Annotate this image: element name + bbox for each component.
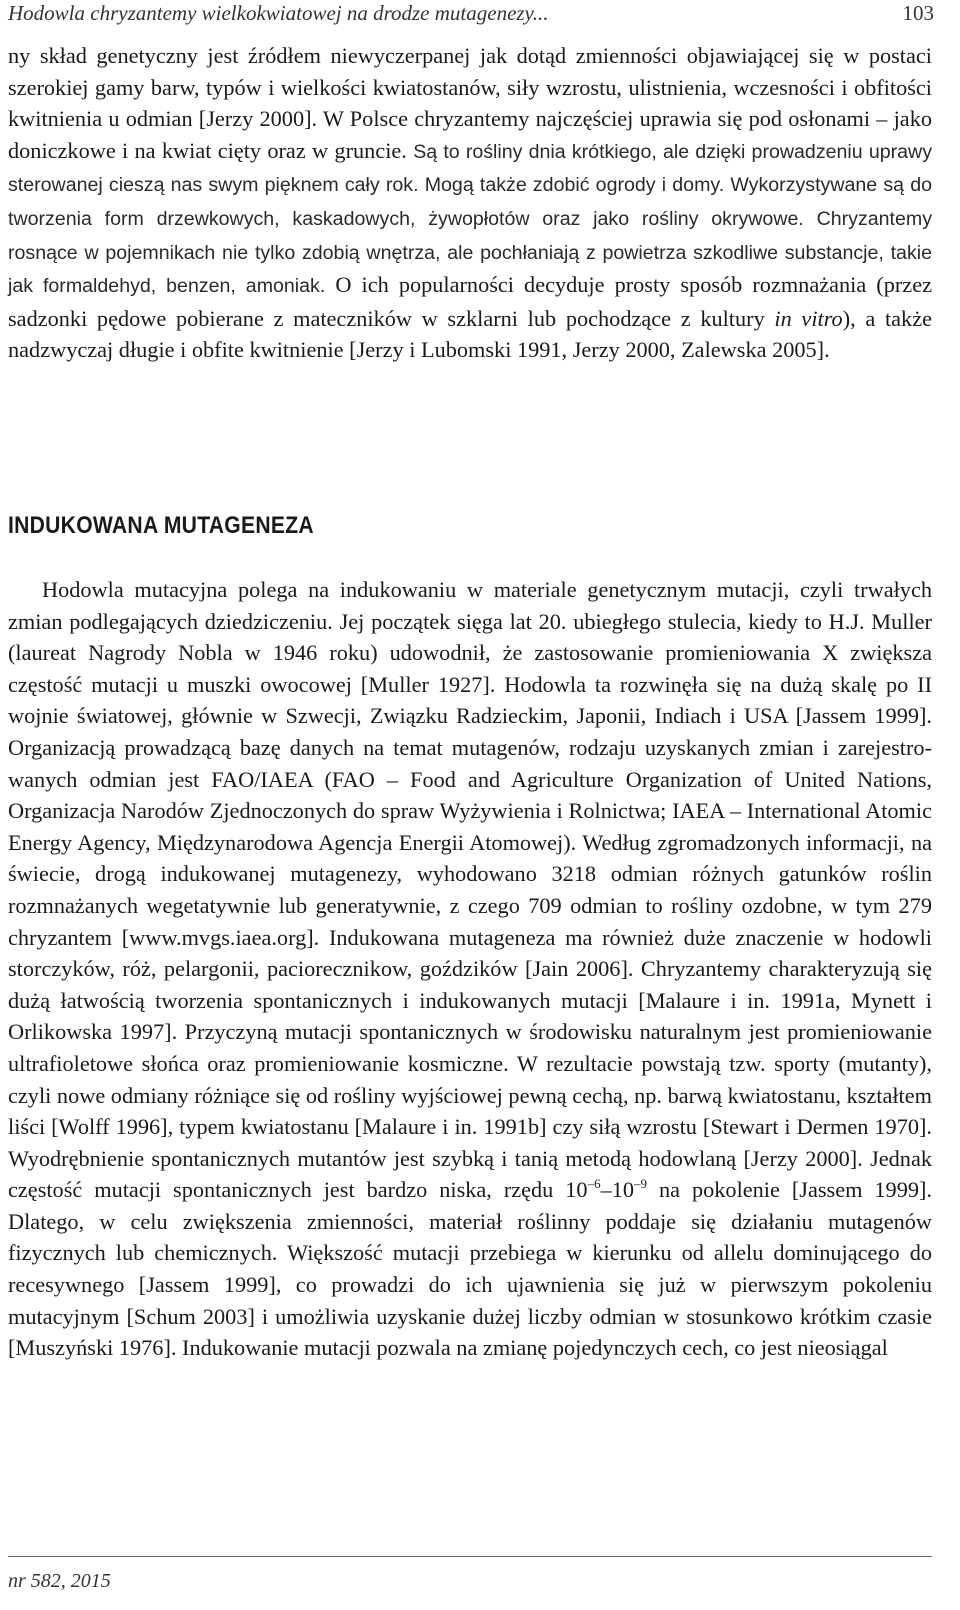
footer-rule [8, 1556, 932, 1557]
page-header [8, 0, 934, 30]
intro-text-italic: in vitro [774, 305, 843, 331]
intro-text-serif-a: ny skład genetyczny jest źródłem niewyczerpanej jak dotąd zmienności objawiającej się w postaci szerokiej gamy barw, typów i wielkości kwiatostanów, siły wzrostu, ulistnienia, wczesności i obfitości kwitnienia u odmian [Jerzy 2000]. W Polsce chryzantemy najczęściej uprawia się pod osłonami – jako doniczkowe i na kwiat cięty oraz w gruncie. [8, 43, 932, 163]
exponent-1: –6 [587, 1176, 601, 1192]
section-heading: INDUKOWANA MUTAGENEZA [8, 512, 314, 539]
paragraph-intro-text [8, 40, 932, 366]
paragraph-mutagenesis [8, 574, 932, 1364]
mutagenesis-text-b: na pokolenie [Jassem 1999]. Dlatego, w celu zwiększenia zmienności, materiał roślinny poddaje się działaniu mutagenów fizycznych lub chemicznych. Większość mutacji przebiega w kierunku od allelu dominującego do recesywnego [Jassem 1999], co prowadzi do ich ujawnienia się już w pierwszym pokoleniu mutacyjnym [Schum 2003] i umożliwia uzyskanie dużej liczby odmian w stosunkowo krótkim czasie [Muszyński 1976]. Indukowanie mutacji pozwala na zmianę pojedynczych cech, co jest nieosiągal [8, 1177, 932, 1361]
mutagenesis-range-mid: –10 [600, 1177, 635, 1203]
intro-text-serif-b-pre: O ich popularności decyduje prosty sposób rozmnażania (przez sadzonki pędowe pobierane z mateczników w szklarni lub pochodzące z kultury [8, 272, 932, 331]
paragraph-intro [8, 40, 932, 366]
intro-text-serif-b-post: ), a także nadzwyczaj długie i obfite kwitnienie [Jerzy i Lubomski 1991, Jerzy 2000, Zalewska 2005]. [8, 305, 932, 363]
intro-text-sans: Są to rośliny dnia krótkiego, ale dzięki prowadzeniu uprawy sterowanej cieszą nas swym pięknem cały rok. Mogą także zdobić ogrody i domy. Wykorzystywane są do tworzenia form drzewkowych, kaskadowych, żywopłotów oraz jako rośliny okrywowe. Chryzantemy rosnące w pojemnikach nie tylko zdobią wnętrza, ale pochłaniają z powietrza szkodliwe substancje, takie jak formaldehyd, benzen, amoniak. [8, 140, 933, 298]
page-number: 103 [902, 1, 934, 25]
exponent-2: –9 [634, 1176, 648, 1192]
paragraph-mutagenesis-text [8, 574, 932, 1364]
mutagenesis-text-a: Hodowla mutacyjna polega na indukowaniu w materiale genetycznym mutacji, czyli trwałych zmian podlegających dziedziczeniu. Jej początek sięga lat 20. ubiegłego stulecia, kiedy to H.J. Muller (laureat Nagrody Nobla w 1946 roku) udowodnił, że zastosowanie promieniowania X zwiększa częstość mutacji u muszki owocowej [Muller 1927]. Hodowla ta rozwinęła się na dużą skalę po II wojnie światowej, głównie w Szwecji, Związku Radzieckim, Japonii, Indiach i USA [Jassem 1999]. Organizacją prowadzącą bazę danych na temat mutagenów, rodzaju uzyskanych zmian i zarejestrowanych odmian jest FAO/IAEA (FAO – Food and Agriculture Organization of United Nations, Organizacja Narodów Zjednoczonych do spraw Wyżywienia i Rolnictwa; IAEA – International Atomic Energy Agency, Międzynarodowa Agencja Energii Atomowej). Według zgromadzonych informacji, na świecie, drogą indukowanej mutagenezy, wyhodowano 3218 odmian różnych gatunków roślin rozmnażanych wegetatywnie lub generatywnie, z czego 709 odmian to rośliny ozdobne, w tym 279 chryzantem [www.mvgs.iaea.org]. Indukowana mutageneza ma również duże znaczenie w hodowli storczyków, róż, pelargonii, paciorecznikow, goździków [Jain 2006]. Chryzantemy charakteryzują się dużą łatwością tworzenia spontanicznych i indukowanych mutacji [Malaure i in. 1991a, Mynett i Orlikowska 1997]. Przyczyną mutacji spontanicznych w środowisku naturalnym jest promieniowanie ultrafioletowe słońca oraz promieniowanie kosmiczne. W rezultacie powstają tzw. sporty (mutanty), czyli nowe odmiany różniące się od rośliny wyjściowej pewną cechą, np. barwą kwiatostanu, kształtem liści [Wolff 1996], typem kwiatostanu [Malaure i in. 1991b] czy siłą wzrostu [Stewart i Dermen 1970]. Wyodrębnienie spontanicznych mutantów jest szybką i tanią metodą hodowlaną [Jerzy 2000]. Jednak częstość mutacji spontanicznych jest bardzo niska, rzędu 10 [8, 577, 932, 1203]
running-title: Hodowla chryzantemy wielkokwiatowej na drodze mutagenezy... [8, 1, 549, 25]
footer-issue: nr 582, 2015 [8, 1570, 111, 1592]
